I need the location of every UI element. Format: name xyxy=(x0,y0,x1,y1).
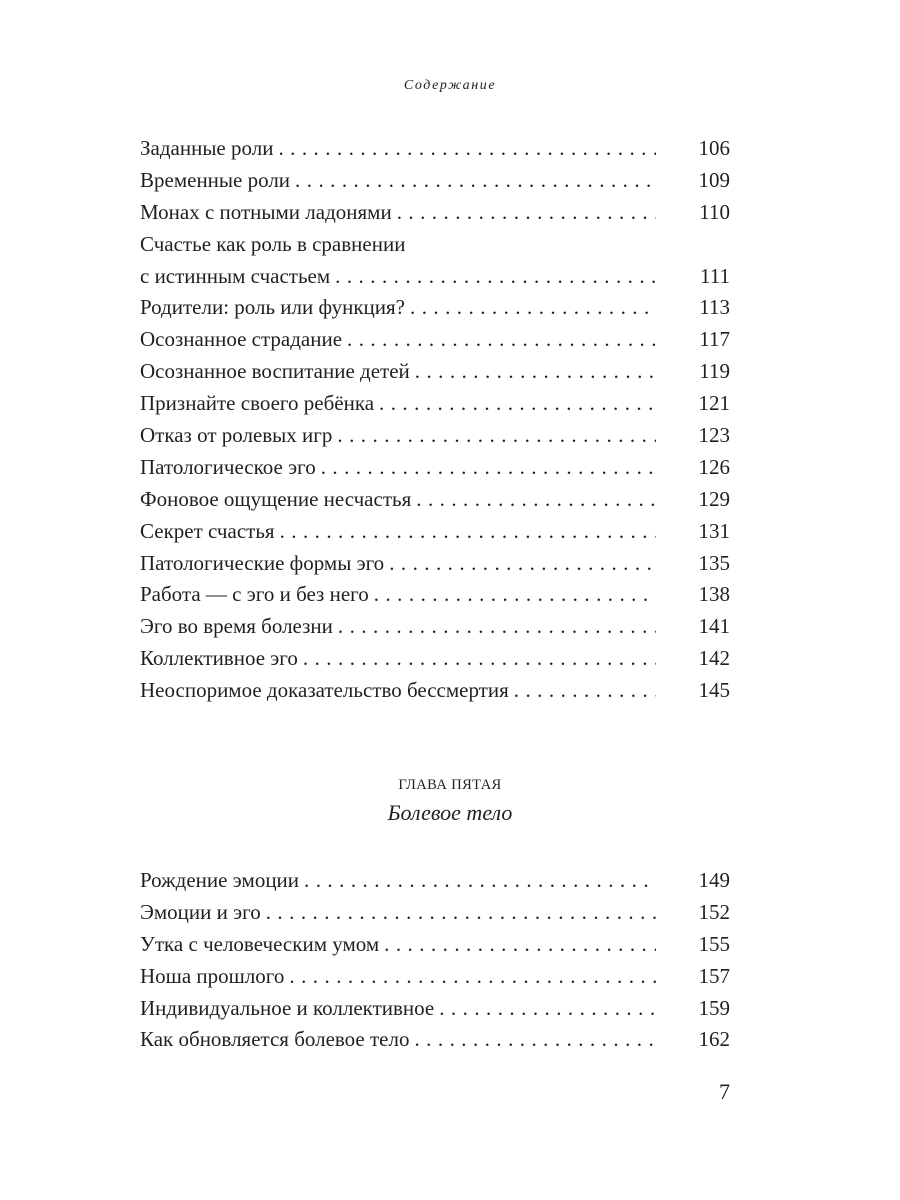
toc-entry[interactable] xyxy=(140,548,730,580)
toc-entry-page: 135 xyxy=(698,550,730,575)
toc-entry-page: 106 xyxy=(698,136,730,160)
dot-leader xyxy=(416,484,656,516)
dot-leader xyxy=(321,452,656,484)
dot-leader xyxy=(415,356,656,388)
toc-entry-title: Родители: роль или функция? xyxy=(140,295,405,320)
toc-entry-title: Отказ от ролевых игр xyxy=(140,423,333,448)
toc-entry-title: Неоспоримое доказательство бессмертия xyxy=(140,678,509,703)
dot-leader xyxy=(338,611,656,643)
dot-leader xyxy=(278,133,656,165)
toc-entry-page: 152 xyxy=(698,899,730,924)
dot-leader xyxy=(289,961,656,993)
toc-entry-title: Признайте своего ребёнка xyxy=(140,391,375,416)
toc-entry-title: Как обновляется болевое тело xyxy=(140,1027,410,1052)
dot-leader xyxy=(410,292,656,324)
toc-entry-page: 121 xyxy=(698,391,730,416)
toc-entry-page: 113 xyxy=(699,295,730,320)
toc-entry[interactable] xyxy=(140,579,730,611)
chapter-title: Болевое тело xyxy=(387,800,513,825)
toc-entry-page: 119 xyxy=(699,359,730,384)
toc-entry-title: Патологическое эго xyxy=(140,454,316,479)
toc-entry-page: 157 xyxy=(698,963,730,988)
toc-entry-title: Временные роли xyxy=(140,167,291,192)
toc-entry-page: 110 xyxy=(699,199,730,224)
toc-entry[interactable] xyxy=(140,865,730,897)
dot-leader xyxy=(295,165,656,197)
toc-entry-title-line1[interactable]: Счастье как роль в сравнении xyxy=(140,231,406,256)
toc-entry-page: 138 xyxy=(698,582,730,607)
toc-entry[interactable] xyxy=(140,993,730,1025)
toc-entry[interactable] xyxy=(140,388,730,420)
toc-entry-title: Индивидуальное и коллективное xyxy=(140,995,435,1020)
dot-leader xyxy=(335,261,656,293)
toc-entry-title: Рождение эмоции xyxy=(140,868,300,892)
toc-entry-title: Монах с потными ладонями xyxy=(140,199,392,224)
toc-entry-title: Коллективное эго xyxy=(140,646,298,671)
dot-leader xyxy=(337,420,656,452)
toc-entry[interactable] xyxy=(140,516,730,548)
toc-entry[interactable] xyxy=(140,929,730,961)
toc-entry-page: 123 xyxy=(698,423,730,448)
toc-entry[interactable] xyxy=(140,611,730,643)
dot-leader xyxy=(266,897,656,929)
toc-entry[interactable] xyxy=(140,420,730,452)
toc-entry[interactable] xyxy=(140,1024,730,1056)
toc-entry-title: Эго во время болезни xyxy=(140,614,333,639)
toc-entry-page: 117 xyxy=(699,327,730,352)
toc-entry[interactable] xyxy=(140,324,730,356)
chapter-label: ГЛАВА ПЯТАЯ xyxy=(398,777,502,793)
toc-list-part2 xyxy=(140,865,730,1056)
toc-entry[interactable] xyxy=(140,961,730,993)
toc-entry-title: Осознанное воспитание детей xyxy=(140,359,410,384)
toc-entry-page: 126 xyxy=(698,454,730,479)
toc-entry-page: 159 xyxy=(698,995,730,1020)
dot-leader xyxy=(514,675,656,707)
toc-entry[interactable] xyxy=(140,197,730,229)
toc-entry-title: Работа — с эго и без него xyxy=(140,582,369,607)
toc-entry[interactable] xyxy=(140,165,730,197)
toc-list-part1 xyxy=(140,133,730,707)
toc-entry[interactable] xyxy=(140,452,730,484)
dot-leader xyxy=(280,516,656,548)
dot-leader xyxy=(379,388,656,420)
toc-entry-page: 155 xyxy=(698,931,730,956)
toc-entry-page: 145 xyxy=(698,678,730,703)
toc-entry-title: Утка с человеческим умом xyxy=(140,931,380,956)
dot-leader xyxy=(397,197,656,229)
dot-leader xyxy=(303,643,656,675)
toc-entry-title: Фоновое ощущение несчастья xyxy=(140,486,412,511)
toc-entry[interactable] xyxy=(140,133,730,165)
toc-entry-title: Осознанное страдание xyxy=(140,327,343,352)
dot-leader xyxy=(347,324,656,356)
toc-entry[interactable] xyxy=(140,484,730,516)
toc-entry-title: Ноша прошлого xyxy=(140,963,285,988)
running-head: Содержание xyxy=(403,78,497,93)
dot-leader xyxy=(414,1024,656,1056)
toc-entry-page: 131 xyxy=(698,518,730,543)
toc-entry[interactable] xyxy=(140,643,730,675)
dot-leader xyxy=(439,993,656,1025)
toc-entry-title: с истинным счастьем xyxy=(140,263,331,288)
toc-entry[interactable] xyxy=(140,292,730,324)
dot-leader xyxy=(384,929,656,961)
toc-entry-page: 162 xyxy=(698,1027,730,1052)
toc-entry-page: 142 xyxy=(698,646,730,671)
toc-entry-page: 149 xyxy=(698,868,730,892)
toc-entry-page: 111 xyxy=(700,263,730,288)
toc-entry[interactable] xyxy=(140,261,730,293)
toc-entry[interactable] xyxy=(140,675,730,707)
dot-leader xyxy=(374,579,656,611)
toc-entry-title: Секрет счастья xyxy=(140,518,275,543)
toc-entry-title: Патологические формы эго xyxy=(140,550,385,575)
toc-entry[interactable] xyxy=(140,356,730,388)
toc-entry-page: 129 xyxy=(698,486,730,511)
dot-leader xyxy=(304,865,656,897)
toc-entry-page: 141 xyxy=(698,614,730,639)
toc-entry-page: 109 xyxy=(698,167,730,192)
dot-leader xyxy=(389,548,656,580)
toc-entry-title: Эмоции и эго xyxy=(140,899,261,924)
toc-entry-title: Заданные роли xyxy=(140,136,274,160)
page-number: 7 xyxy=(719,1079,730,1104)
toc-entry[interactable] xyxy=(140,897,730,929)
